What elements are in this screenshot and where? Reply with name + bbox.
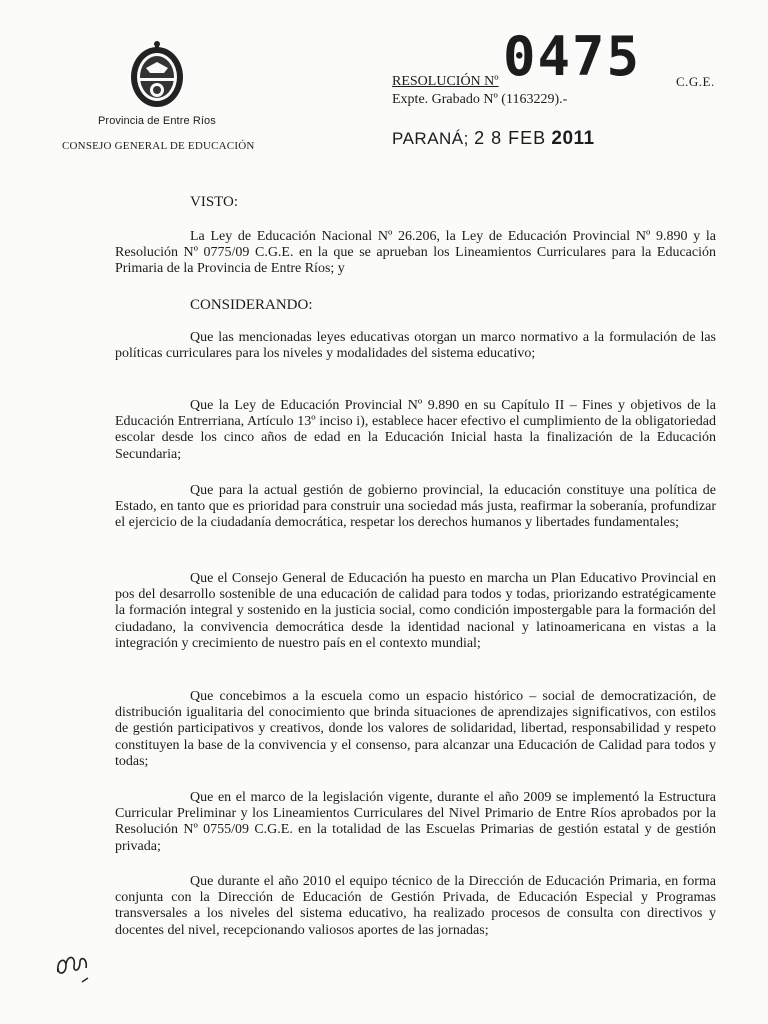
coat-of-arms-icon: [128, 40, 186, 110]
date-year: 2011: [551, 128, 595, 149]
considerando-paragraph: Que las mencionadas leyes educativas otorgan un marco normativo a la formulación de las políticas curriculares para los niveles y modalidades del sistema educativo;: [115, 330, 716, 362]
visto-paragraph: La Ley de Educación Nacional Nº 26.206, la Ley de Educación Provincial Nº 9.890 y la Resolución Nº 0775/09 C.G.E. en la que se aprueban los Lineamientos Curriculares para la Educación Primaria de la Provincia de Entre Ríos; y: [115, 229, 716, 277]
resolution-number: 0475: [503, 25, 642, 88]
considerando-paragraph: Que el Consejo General de Educación ha puesto en marcha un Plan Educativo Provincial en pos del desarrollo sostenible de una educación de calidad para todos y todas, priorizando estratégicamente la formación integral y sostenido en la justicia social, como condición impostergable para la formación del ciudadano, la convivencia democrática desde la identidad nacional y latinoamericana en vistas a la integración y crecimiento de nuestro país en el contexto mundial;: [115, 571, 716, 651]
visto-heading: VISTO:: [190, 194, 239, 210]
place: PARANÁ;: [392, 129, 469, 148]
date-day-month: 2 8 FEB: [474, 128, 547, 148]
considerando-paragraph: Que concebimos a la escuela como un espacio histórico – social de democratización, de distribución igualitaria del conocimiento que brinda situaciones de aprendizajes significativos, con estilos de gestión participativos y creativos, donde los valores de solidaridad, libertad, responsabilidad y respeto constituyen la base de la convivencia y el consenso, para alcanzar una Educación de Calidad para todos y todas;: [115, 689, 716, 769]
considerando-paragraph: Que la Ley de Educación Provincial Nº 9.890 en su Capítulo II – Fines y objetivos de la Educación Entrerriana, Artículo 13º inciso i), establece hacer efectivo el cumplimiento de la obligatoriedad escolar desde los cinco años de edad en la Educación Inicial hasta la finalización de la Educación Secundaria;: [115, 398, 716, 462]
file-reference: Expte. Grabado Nº (1163229).-: [392, 92, 568, 107]
considerando-paragraph: Que durante el año 2010 el equipo técnico de la Dirección de Educación Primaria, en forma conjunta con la Dirección de Educación de Gestión Privada, de Educación Especial y Programas transversales a los niveles del sistema educativo, ha realizado procesos de consulta con directivos y docentes del nivel, recepcionando valiosos aportes de las jornadas;: [115, 874, 716, 938]
handwritten-initials-icon: [54, 950, 94, 990]
considerando-heading: CONSIDERANDO:: [190, 297, 313, 313]
resolution-label: RESOLUCIÓN Nº: [392, 74, 499, 89]
considerando-paragraph: Que para la actual gestión de gobierno provincial, la educación constituye una política de Estado, en tanto que es prioridad para construir una sociedad más justa, reafirmar la soberanía, profundizar el ejercicio de la ciudadanía democrática, respetar los derechos humanos y libertades fundamentales;: [115, 483, 716, 531]
considerando-paragraph: Que en el marco de la legislación vigente, durante el año 2009 se implementó la Estructura Curricular Preliminar y los Lineamientos Curriculares del Nivel Primario de Entre Ríos aprobados por la Resolución Nº 0755/09 C.G.E. en la totalidad de las Escuelas Primarias de gestión estatal y de gestión privada;: [115, 790, 716, 854]
resolution-suffix: C.G.E.: [676, 74, 715, 89]
province-name: Provincia de Entre Ríos: [98, 115, 216, 127]
council-name: CONSEJO GENERAL DE EDUCACIÓN: [62, 140, 255, 152]
place-date-stamp: [392, 128, 595, 150]
